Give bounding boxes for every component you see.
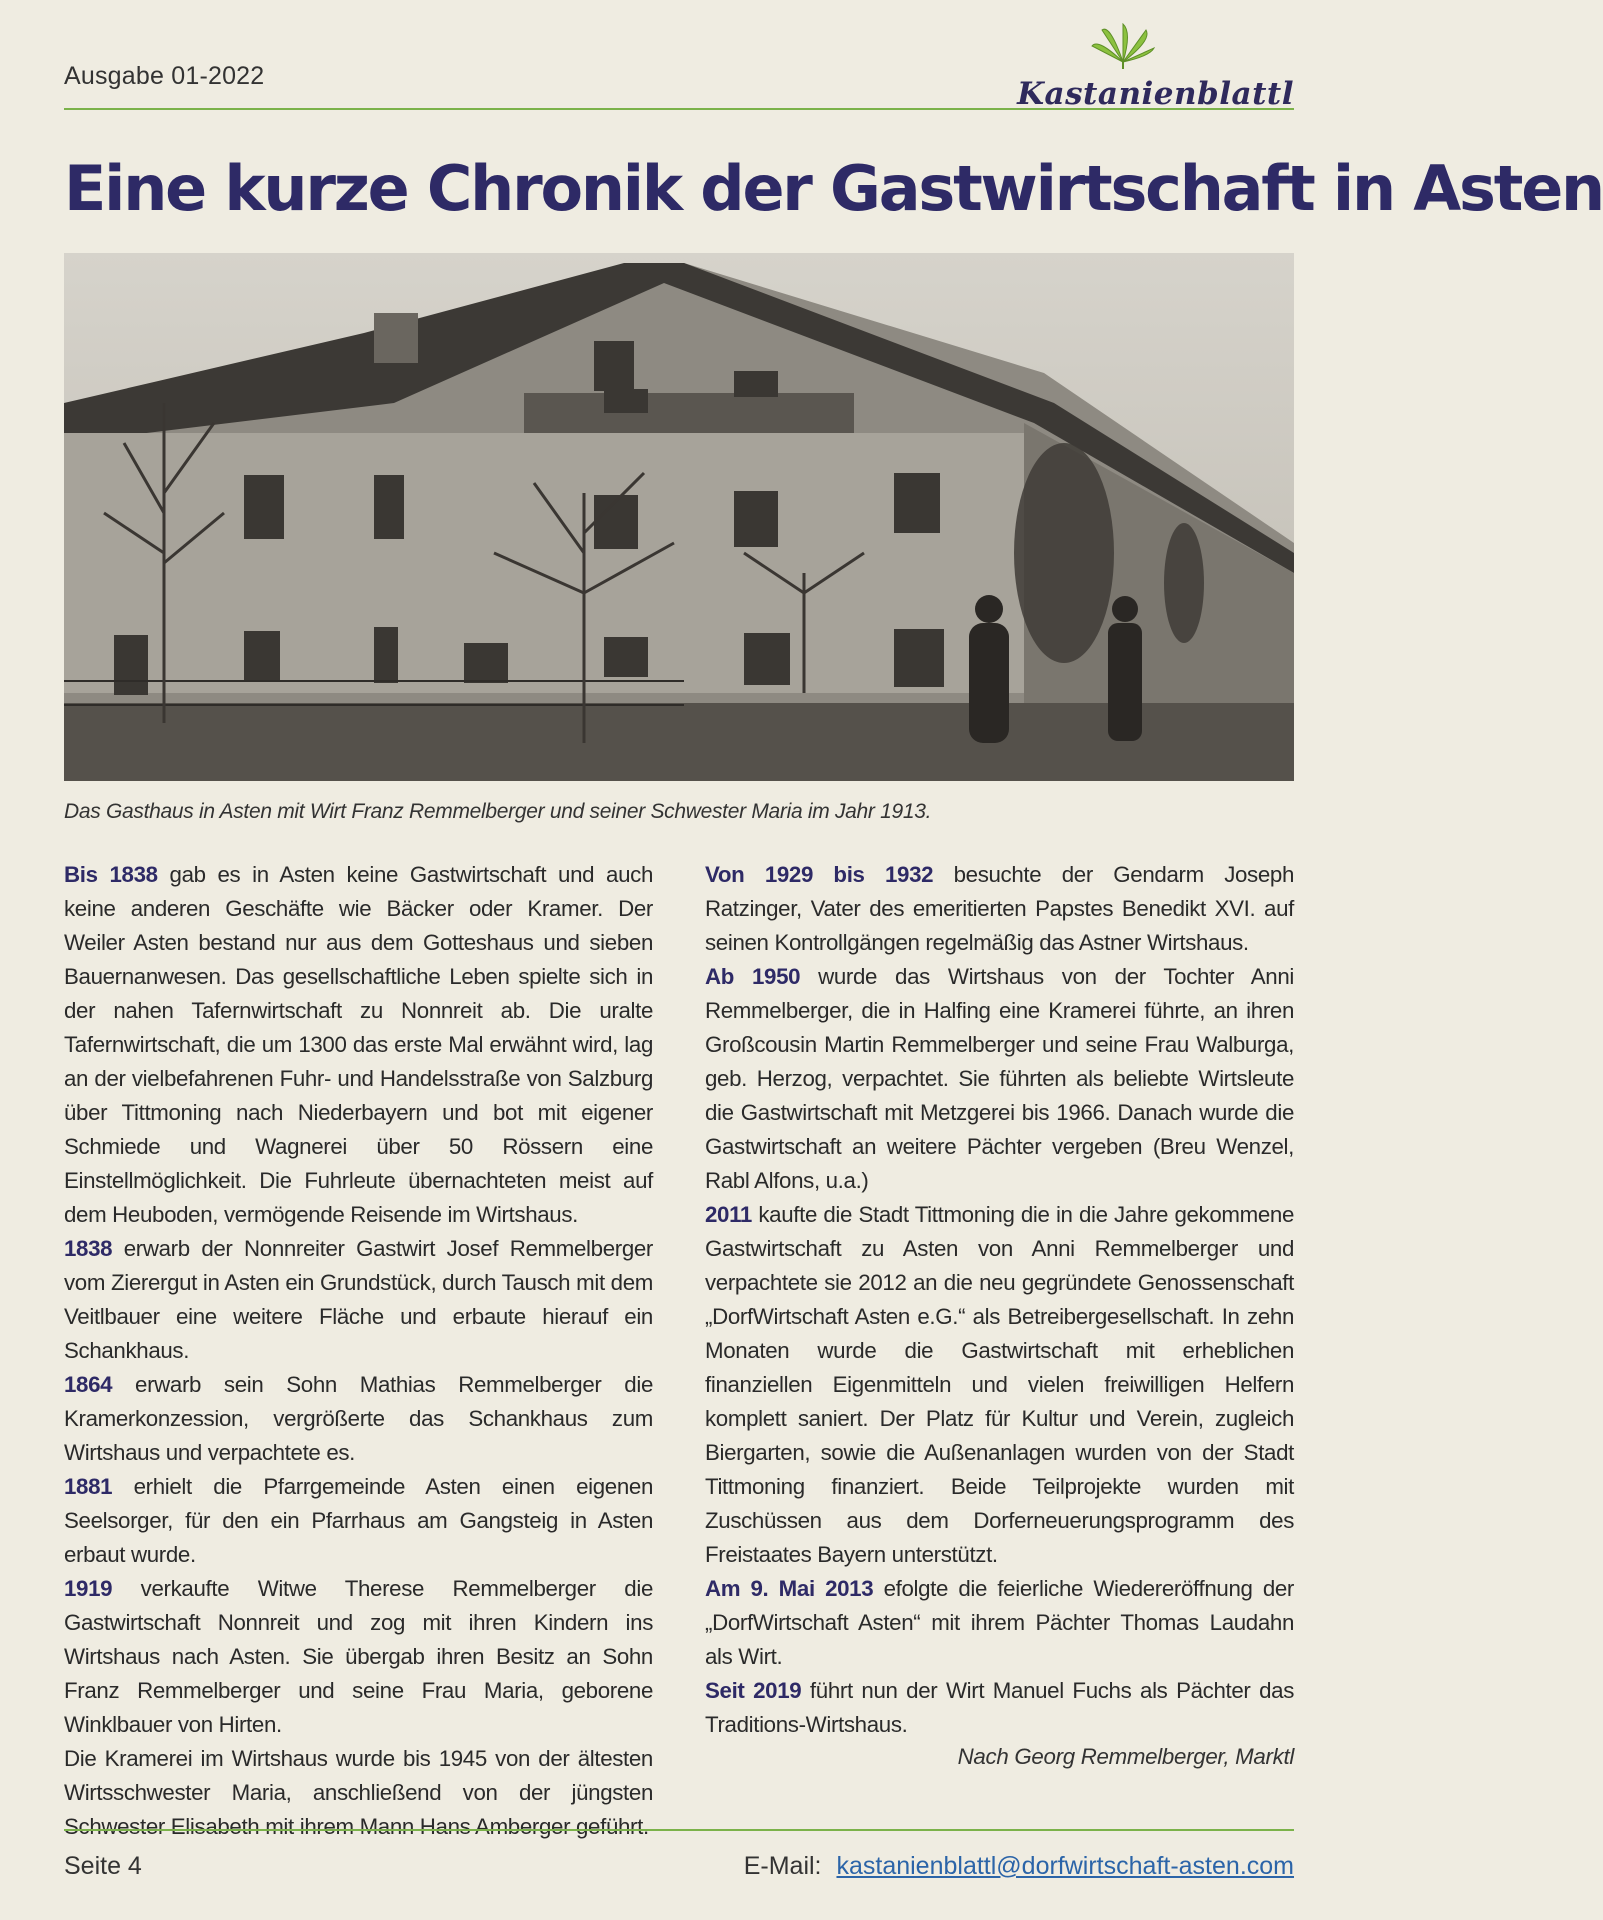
paragraph-text: efolgte die feierliche Wiedereröffnung der „DorfWirtschaft Asten“ mit ihrem Pächter Thomas Laudahn als Wirt. — [705, 1576, 1294, 1669]
paragraph — [705, 960, 1294, 1198]
paragraph — [64, 1470, 653, 1572]
paragraph-lead: Bis 1838 — [64, 862, 158, 887]
paragraph-lead: 2011 — [705, 1202, 752, 1227]
page-number: Seite 4 — [64, 1852, 142, 1880]
article-column-left — [64, 858, 653, 1844]
masthead-logo[interactable] — [1017, 22, 1294, 112]
paragraph-text: erhielt die Pfarrgemeinde Asten einen eigenen Seelsorger, für den ein Pfarrhaus am Gangsteig in Asten erbaut wurde. — [64, 1474, 653, 1567]
chestnut-leaf-icon — [1088, 22, 1158, 70]
paragraph — [705, 1674, 1294, 1742]
paragraph-text: wurde das Wirtshaus von der Tochter Anni Remmelberger, die in Halfing eine Kramerei führte, an ihren Großcousin Martin Remmelberger und seine Frau Walburga, geb. Herzog, verpachtet. Sie führten als beliebte Wirtsleute die Gastwirtschaft mit Metzgerei bis 1966. Danach wurde die Gastwirtschaft an weitere Pächter vergeben (Breu Wenzel, Rabl Alfons, u.a.) — [705, 964, 1294, 1193]
email-label: E-Mail: — [743, 1852, 822, 1880]
footer-divider — [64, 1829, 1294, 1831]
paragraph-text: Die Kramerei im Wirtshaus wurde bis 1945 von der ältesten Wirtsschwester Maria, anschließend von der jüngsten Schwester Elisabeth mit ihrem Mann Hans Amberger geführt. — [64, 1746, 653, 1839]
logo-wordmark: Kastanienblattl — [1017, 76, 1294, 112]
paragraph — [64, 1368, 653, 1470]
paragraph-text: besuchte der Gendarm Joseph Ratzinger, Vater des emeritierten Papstes Benedikt XVI. auf seinen Kontrollgängen regelmäßig das Astner Wirtshaus. — [705, 862, 1294, 955]
paragraph-lead: Von 1929 bis 1932 — [705, 862, 934, 887]
paragraph-lead: Ab 1950 — [705, 964, 801, 989]
page-header — [64, 56, 1294, 114]
paragraph — [705, 1572, 1294, 1674]
article-author: Nach Georg Remmelberger, Marktl — [957, 1744, 1294, 1769]
header-divider — [64, 108, 1294, 110]
paragraph-lead: 1864 — [64, 1372, 113, 1397]
paragraph-text: führt nun der Wirt Manuel Fuchs als Pächter das Traditions-Wirtshaus. — [705, 1678, 1294, 1737]
issue-label: Ausgabe 01-2022 — [64, 62, 265, 90]
paragraph-text: erwarb sein Sohn Mathias Remmelberger die Kramerkonzession, vergrößerte das Schankhaus zum Wirtshaus und verpachtete es. — [64, 1372, 653, 1465]
email-link[interactable]: kastanienblattl@dorfwirtschaft-asten.com — [836, 1852, 1294, 1880]
paragraph-text: kaufte die Stadt Tittmoning die in die Jahre gekommene Gastwirtschaft zu Asten von Anni Remmelberger und verpachtete sie 2012 an die neu gegründete Genossenschaft „DorfWirtschaft Asten e.G.“ als Betreibergesellschaft. In zehn Monaten wurde die Gastwirtschaft mit erheblichen finanziellen Eigenmitteln und vielen freiwilligen Helfern komplett saniert. Der Platz für Kultur und Verein, zugleich Biergarten, sowie die Außenanlagen wurden von der Stadt Tittmoning finanziert. Beide Teilprojekte wurden mit Zuschüssen aus dem Dorferneuerungsprogramm des Freistaates Bayern unterstützt. — [705, 1202, 1294, 1567]
paragraph-lead: 1838 — [64, 1236, 113, 1261]
paragraph-lead: 1919 — [64, 1576, 113, 1601]
contact-email — [744, 1852, 1294, 1881]
paragraph — [64, 1232, 653, 1368]
photo-caption: Das Gasthaus in Asten mit Wirt Franz Remmelberger und seiner Schwester Maria im Jahr 1913. — [64, 800, 932, 823]
historic-inn-photo — [64, 253, 1294, 781]
article-column-right — [705, 858, 1294, 1742]
paragraph-lead: Seit 2019 — [705, 1678, 802, 1703]
paragraph — [64, 858, 653, 1232]
paragraph-text: gab es in Asten keine Gastwirtschaft und auch keine anderen Geschäfte wie Bäcker oder Kramer. Der Weiler Asten bestand nur aus dem Gotteshaus und sieben Bauernanwesen. Das gesellschaftliche Leben spielte sich in der nahen Tafernwirtschaft zu Nonnreit ab. Die uralte Tafernwirtschaft, die um 1300 das erste Mal erwähnt wird, lag an der vielbefahrenen Fuhr- und Handelsstraße von Salzburg über Tittmoning nach Niederbayern und bot mit eigener Schmiede und Wagnerei über 50 Rössern eine Einstellmöglichkeit. Die Fuhrleute übernachteten meist auf dem Heuboden, vermögende Reisende im Wirtshaus. — [64, 862, 653, 1227]
paragraph-text: verkaufte Witwe Therese Remmelberger die Gastwirtschaft Nonnreit und zog mit ihren Kindern ins Wirtshaus nach Asten. Sie übergab ihren Besitz an Sohn Franz Remmelberger und seine Frau Maria, geborene Winklbauer von Hirten. — [64, 1576, 653, 1737]
paragraph-text: erwarb der Nonnreiter Gastwirt Josef Remmelberger vom Zierergut in Asten ein Grundstück, durch Tausch mit dem Veitlbauer eine weitere Fläche und erbaute hierauf ein Schankhaus. — [64, 1236, 653, 1363]
article-title: Eine kurze Chronik der Gastwirtschaft in Asten — [64, 152, 1603, 225]
paragraph — [705, 1198, 1294, 1572]
paragraph — [705, 858, 1294, 960]
paragraph-lead: 1881 — [64, 1474, 113, 1499]
paragraph — [64, 1572, 653, 1742]
paragraph-lead: Am 9. Mai 2013 — [705, 1576, 874, 1601]
page-footer — [64, 1852, 1294, 1888]
